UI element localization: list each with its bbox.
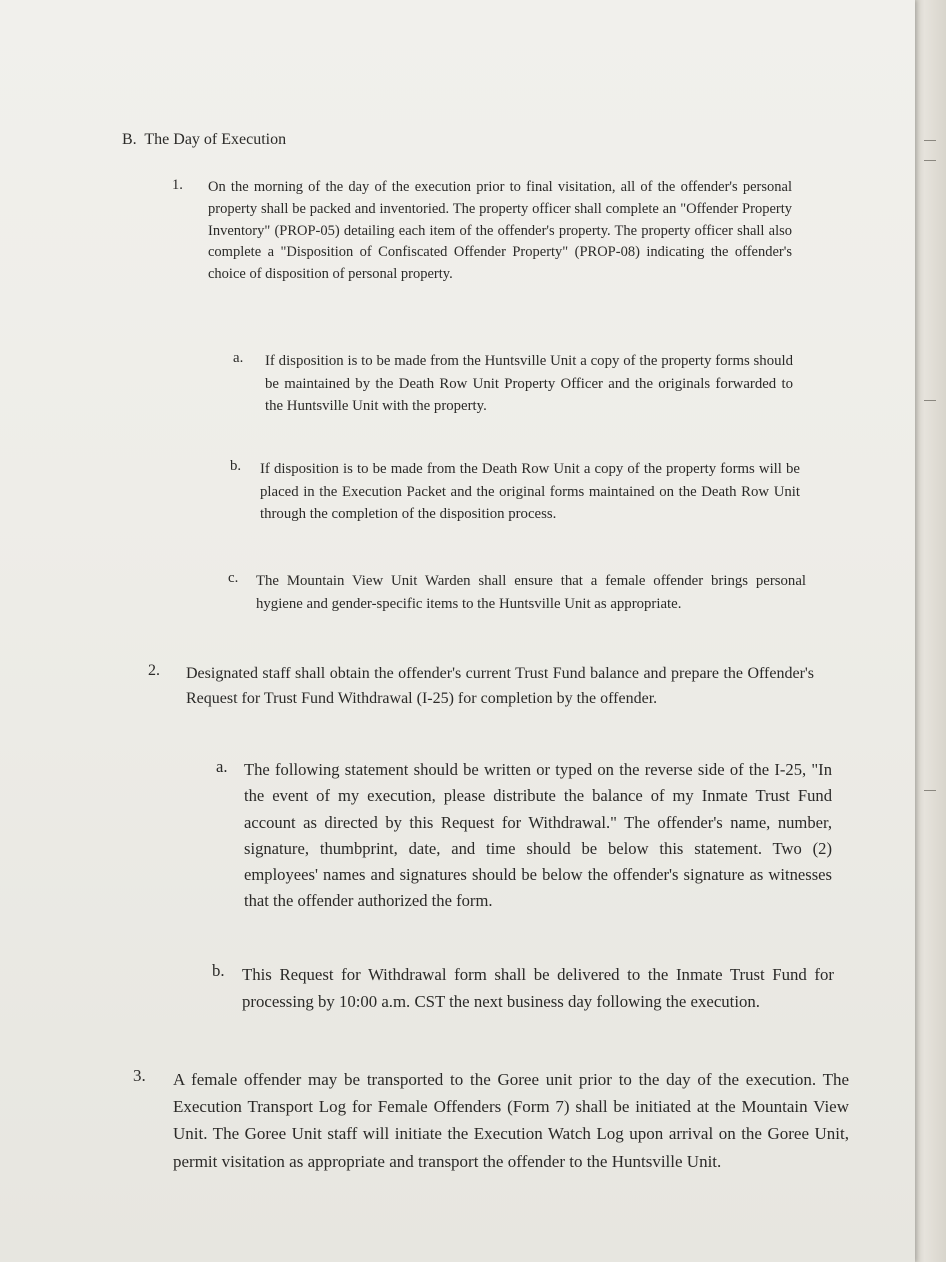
sub-item-1c — [228, 570, 806, 642]
section-letter: B. — [122, 131, 137, 148]
item-text: A female offender may be transported to the Goree unit prior to the day of the execution. The Execution Transport Log for Female Offenders (Form 7) shall be initiated at the Mountain View Unit. The Goree Unit staff will initiate the Execution Watch Log upon arrival on the Goree Unit, permit visitation as appropriate and transport the offender to the Huntsville Unit. — [173, 1070, 849, 1171]
list-item-3 — [133, 1066, 849, 1206]
sub-item-number: a. — [216, 757, 228, 776]
edge-mark — [924, 160, 936, 161]
sub-item-number: b. — [212, 961, 225, 980]
list-item-1 — [172, 177, 792, 337]
sub-item-number: a. — [233, 350, 244, 366]
item-text: Designated staff shall obtain the offender's current Trust Fund balance and prepare the Offender's Request for Trust Fund Withdrawal (I-25) for completion by the offender. — [186, 665, 814, 707]
adjacent-page-edge — [910, 0, 946, 1262]
edge-mark — [924, 790, 936, 791]
sub-item-1b — [230, 458, 800, 550]
edge-mark — [924, 140, 936, 141]
sub-item-number: c. — [228, 570, 239, 586]
list-item-2 — [148, 662, 814, 740]
sub-item-2b — [212, 961, 834, 1045]
sub-item-number: b. — [230, 458, 242, 474]
sub-item-2a — [216, 757, 832, 947]
sub-item-1a — [233, 350, 793, 442]
item-number: 1. — [172, 177, 183, 193]
section-heading — [122, 131, 286, 149]
item-number: 2. — [148, 662, 160, 679]
item-number: 3. — [133, 1066, 146, 1085]
sub-item-text: The Mountain View Unit Warden shall ensure that a female offender brings personal hygiene and gender-specific items to the Huntsville Unit as appropriate. — [256, 573, 806, 612]
sub-item-text: The following statement should be written or typed on the reverse side of the I-25, "In the event of my execution, please distribute the balance of my Inmate Trust Fund account as directed by this Request for Withdrawal." The offender's name, number, signature, thumbprint, date, and time should be below this statement. Two (2) employees' names and signatures should be below the offender's signature as witnesses that the offender authorized the form. — [244, 760, 832, 911]
edge-mark — [924, 400, 936, 401]
sub-item-text: This Request for Withdrawal form shall be delivered to the Inmate Trust Fund for processing by 10:00 a.m. CST the next business day following the execution. — [242, 965, 834, 1011]
item-text: On the morning of the day of the execution prior to final visitation, all of the offender's personal property shall be packed and inventoried. The property officer shall complete an "Offender Property Inventory" (PROP-05) detailing each item of the offender's property. The property officer shall also complete a "Disposition of Confiscated Offender Property" (PROP-08) indicating the offender's choice of disposition of personal property. — [208, 179, 792, 283]
section-title: The Day of Execution — [144, 131, 287, 148]
sub-item-text: If disposition is to be made from the Huntsville Unit a copy of the property forms should be maintained by the Death Row Unit Property Officer and the originals forwarded to the Huntsville Unit with the property. — [265, 353, 793, 414]
sub-item-text: If disposition is to be made from the Death Row Unit a copy of the property forms will be placed in the Execution Packet and the original forms maintained on the Death Row Unit through the completion of the disposition process. — [260, 461, 800, 522]
